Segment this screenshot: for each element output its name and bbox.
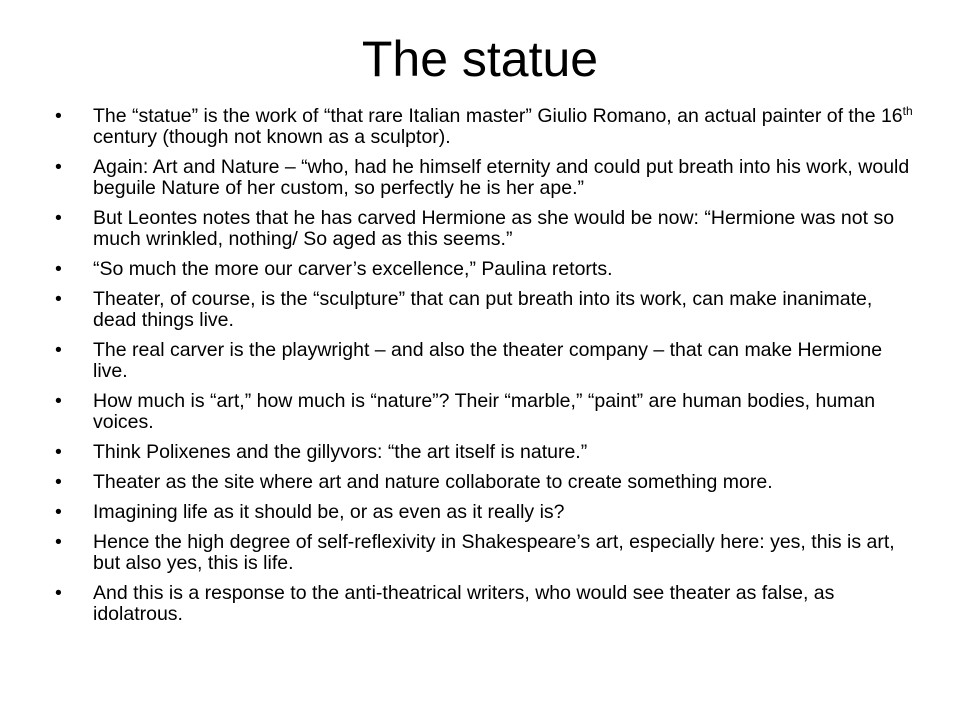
bullet-text: The “statue” is the work of “that rare Italian master” Giulio Romano, an actual painter of the 16th century (though not known as a sculptor). xyxy=(93,104,913,148)
bullet-dot: • xyxy=(55,105,62,127)
bullet-text: Think Polixenes and the gillyvors: “the art itself is nature.” xyxy=(93,441,588,463)
bullet-text: Hence the high degree of self-reflexivity in Shakespeare’s art, especially here: yes, this is art, but also yes, this is life. xyxy=(93,531,895,574)
bullet-dot: • xyxy=(55,471,62,493)
bullet-item xyxy=(55,532,915,574)
bullet-text: Imagining life as it should be, or as even as it really is? xyxy=(93,501,565,523)
bullet-item xyxy=(55,442,915,463)
bullet-item xyxy=(55,502,915,523)
bullet-item xyxy=(55,259,915,280)
bullet-item xyxy=(55,340,915,382)
bullet-item xyxy=(55,289,915,331)
bullet-item xyxy=(55,157,915,199)
bullet-text: Theater as the site where art and nature collaborate to create something more. xyxy=(93,471,773,493)
bullet-item xyxy=(55,391,915,433)
bullet-dot: • xyxy=(55,582,62,604)
bullet-dot: • xyxy=(55,390,62,412)
bullet-dot: • xyxy=(55,288,62,310)
bullet-text: How much is “art,” how much is “nature”? Their “marble,” “paint” are human bodies, human voices. xyxy=(93,390,876,433)
bullet-dot: • xyxy=(55,339,62,361)
bullet-dot: • xyxy=(55,501,62,523)
bullet-dot: • xyxy=(55,258,62,280)
bullet-dot: • xyxy=(55,207,62,229)
bullet-text: But Leontes notes that he has carved Hermione as she would be now: “Hermione was not so much wrinkled, nothing/ So aged as this seems.” xyxy=(93,207,895,250)
bullet-item xyxy=(55,472,915,493)
bullet-text: Again: Art and Nature – “who, had he himself eternity and could put breath into his work, would beguile Nature of her custom, so perfectly he is her ape.” xyxy=(93,156,910,199)
bullet-item xyxy=(55,208,915,250)
bullet-dot: • xyxy=(55,531,62,553)
bullet-dot: • xyxy=(55,156,62,178)
bullet-item xyxy=(55,583,915,625)
bullet-text: Theater, of course, is the “sculpture” that can put breath into its work, can make inanimate, dead things live. xyxy=(93,288,873,331)
superscript: th xyxy=(902,104,913,118)
bullet-list xyxy=(55,106,915,634)
slide-title: The statue xyxy=(361,31,599,87)
bullet-item xyxy=(55,106,915,148)
bullet-dot: • xyxy=(55,441,62,463)
bullet-text: And this is a response to the anti-theatrical writers, who would see theater as false, as idolatrous. xyxy=(93,582,835,625)
bullet-text: The real carver is the playwright – and also the theater company – that can make Hermione live. xyxy=(93,339,883,382)
bullet-text: “So much the more our carver’s excellence,” Paulina retorts. xyxy=(93,258,613,280)
